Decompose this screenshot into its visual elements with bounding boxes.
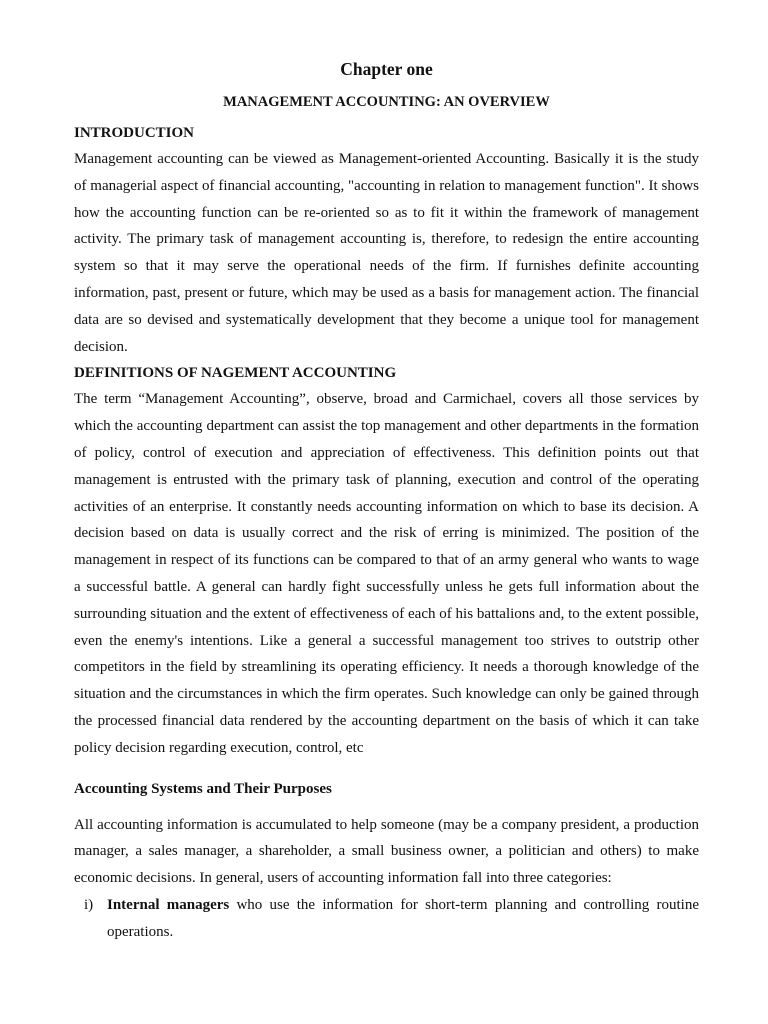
introduction-paragraph: Management accounting can be viewed as Management-oriented Accounting. Basically it is the study of managerial aspect of financial accounting, "accounting in relation to management function". It shows how the accounting function can be re-oriented so as to fit it within the framework of management activity. The primary task of management accounting is, therefore, to redesign the entire accounting system so that it may serve the operational needs of the firm. If furnishes definite accounting information, past, present or future, which may be used as a basis for management action. The financial data are so devised and systematically development that they become a unique tool for management decision. [74,151,699,355]
list-item [74,892,699,946]
document-page [74,56,699,946]
accounting-systems-paragraph: All accounting information is accumulated to help someone (may be a company president, a production manager, a sales manager, a shareholder, a small business owner, a politician and others) to make economic decisions. In general, users of accounting information fall into three categories: [74,816,699,887]
document-subtitle: MANAGEMENT ACCOUNTING: AN OVERVIEW [223,94,550,110]
list-marker: i) [84,896,94,913]
accounting-systems-heading: Accounting Systems and Their Purposes [74,780,332,797]
definitions-heading: DEFINITIONS OF NAGEMENT ACCOUNTING [74,365,397,382]
list-item-body [107,892,699,946]
list-item-bold-term: Internal managers [107,896,230,913]
introduction-heading: INTRODUCTION [74,125,195,141]
chapter-title: Chapter one [340,59,433,79]
definitions-paragraph: The term “Management Accounting”, observe, broad and Carmichael, covers all those services by which the accounting department can assist the top management and other departments in the formation of policy, control of execution and appreciation of effectiveness. This definition points out that management is entrusted with the primary task of planning, execution and control of the operating activities of an enterprise. It constantly needs accounting information on which to base its decision. A decision based on data is usually correct and the risk of erring is minimized. The position of the management in respect of its functions can be compared to that of an army general who wants to wage a successful battle. A general can hardly fight successfully unless he gets full information about the surrounding situation and the extent of effectiveness of each of his battalions and, to the extent possible, even the enemy's intentions. Like a general a successful management too strives to outstrip other competitors in the field by streamlining its operating efficiency. It needs a thorough knowledge of the situation and the circumstances in which the firm operates. Such knowledge can only be gained through the processed financial data rendered by the accounting department on the basis of which it can take policy decision regarding execution, control, etc [74,391,699,756]
list-item-text: who use the information for short-term planning and controlling routine operations. [107,896,699,940]
